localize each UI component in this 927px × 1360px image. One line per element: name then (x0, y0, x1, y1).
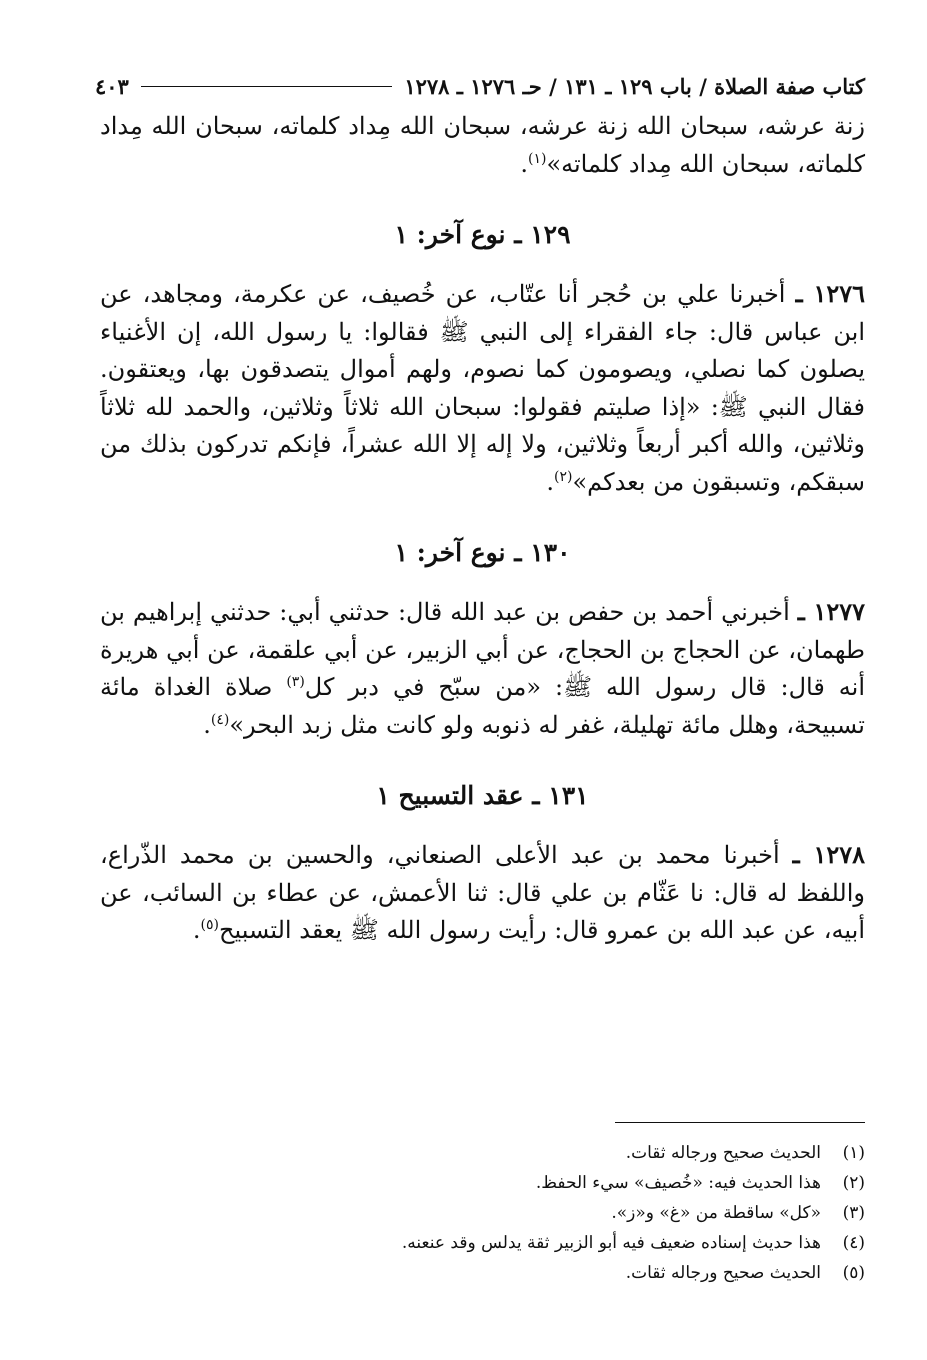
footnote-ref: (٢) (554, 468, 573, 485)
footnote-divider (615, 1122, 865, 1123)
header-rule (141, 86, 392, 87)
page-number: ٤٠٣ (95, 73, 129, 99)
hadith-1276: ١٢٧٦ ـ أخبرنا علي بن حُجر أنا عتّاب، عن خُصيف، عن عكرمة، ومجاهد، عن ابن عباس قال: جاء الفقراء إلى النبي ﷺ فقالوا: يا رسول الله، إن الأغنياء يصلون كما نصلي، ويصومون كما نصوم، ولهم أموال يتصدقون بها، ويعتقون. فقال النبي ﷺ: «إذا صليتم فقولوا: سبحان الله ثلاثاً وثلاثين، والحمد لله ثلاثاً وثلاثين، والله أكبر أربعاً وثلاثين، ولا إله إلا الله عشراً، فإنكم تدركون بذلك من سبقكم، وتسبقون من بعدكم»$^{(٢)}$. (100, 279, 865, 496)
continuation-paragraph: زنة عرشه، سبحان الله زنة عرشه، سبحان الله مِداد كلماته، سبحان الله مِداد كلماته، سبحان الله مِداد كلماته»$^{(١)}$. (100, 112, 865, 178)
footnote-1: (١) الحديث صحيح ورجاله ثقات. (625, 1143, 865, 1163)
hadith-1277: ١٢٧٧ ـ أخبرني أحمد بن حفص بن عبد الله قال: حدثني أبي: حدثني إبراهيم بن طهمان، عن الحجاج بن الحجاج، عن أبي الزبير، عن أبي علقمة، عن أبي هريرة أنه قال: قال رسول الله ﷺ: «من سبّح في دبر كل$^{(٣)}$ صلاة الغداة مائة تسبيحة، وهلل مائة تهليلة، غفر له ذنوبه ولو كانت مثل زبد البحر»$^{(٤)}$. (100, 597, 866, 739)
section-heading-129: ١٢٩ ـ نوع آخر: ١ (394, 220, 571, 249)
footnote-3: (٣) «كل» ساقطة من «غ» و«ز». (611, 1203, 865, 1223)
footnote-4: (٤) هذا حديث إسناده ضعيف فيه أبو الزبير ثقة يدلس وقد عنعنه. (401, 1233, 865, 1253)
running-header (95, 68, 865, 104)
section-heading-130: ١٣٠ ـ نوع آخر: ١ (394, 538, 571, 567)
hadith-number: ١٢٧٧ ـ (797, 597, 866, 626)
footnotes (105, 1138, 865, 1288)
hadith-number: ١٢٧٨ ـ (792, 840, 865, 869)
page-body (100, 108, 865, 980)
footnote-5: (٥) الحديث صحيح ورجاله ثقات. (625, 1263, 865, 1283)
header-title: كتاب صفة الصلاة / باب ١٢٩ ـ ١٣١ / حـ ١٢٧٦ ـ ١٢٧٨ (404, 73, 865, 99)
footnote-ref: (١) (527, 150, 547, 167)
footnote-ref: (٥) (200, 917, 219, 933)
hadith-number: ١٢٧٦ ـ (795, 279, 865, 308)
hadith-1278: ١٢٧٨ ـ أخبرنا محمد بن عبد الأعلى الصنعاني، والحسين بن محمد الذّراع، واللفظ له قال: نا عَثّام بن علي قال: ثنا الأعمش، عن عطاء بن السائب، عن أبيه، عن عبد الله بن عمرو قال: رأيت رسول الله ﷺ يعقد التسبيح$^{(٥)}$. (100, 840, 865, 944)
footnote-ref: (٣) (286, 674, 305, 690)
footnote-2: (٢) هذا الحديث فيه: «خُصيف» سيء الحفظ. (535, 1173, 865, 1193)
footnote-ref: (٤) (210, 711, 230, 728)
section-heading-131: ١٣١ ـ عقد التسبيح ١ (376, 781, 589, 810)
